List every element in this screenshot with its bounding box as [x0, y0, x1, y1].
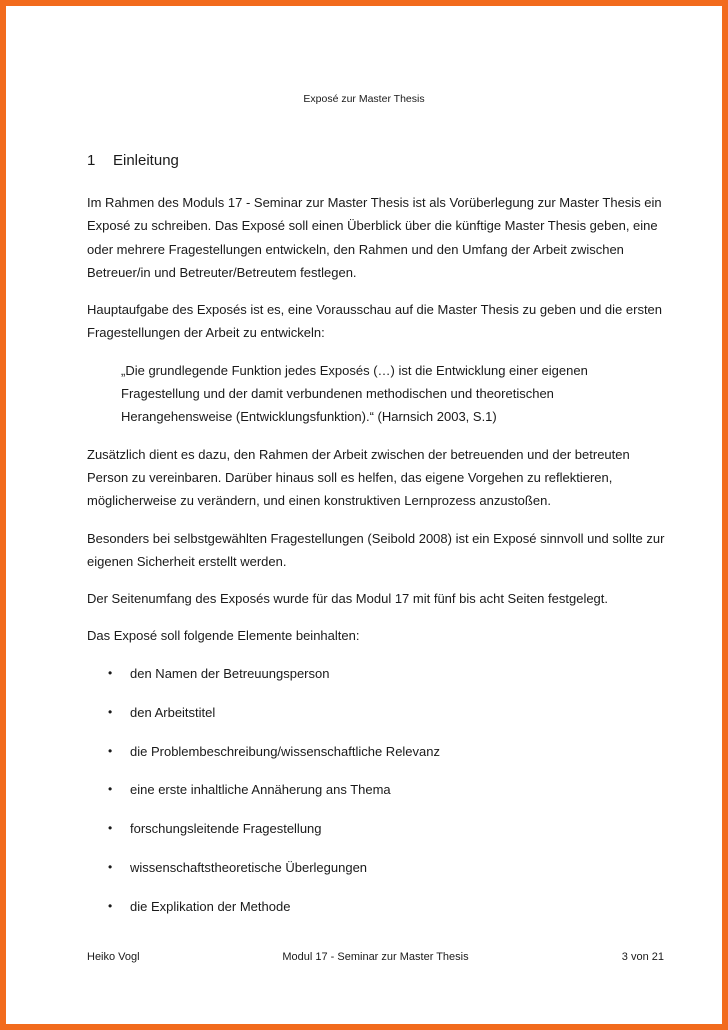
footer-page-number: 3 von 21	[621, 951, 664, 963]
list-item-text: die Problembeschreibung/wissenschaftliche Relevanz	[130, 743, 441, 759]
section-heading	[87, 152, 179, 169]
list-item	[87, 817, 667, 856]
bullet-icon: •	[108, 860, 113, 875]
list-item-text: eine erste inhaltliche Annäherung ans Thema	[130, 782, 391, 798]
list-item	[87, 778, 667, 817]
body-text	[87, 191, 667, 934]
section-title: Einleitung	[113, 152, 179, 169]
bullet-icon: •	[108, 821, 113, 836]
bullet-icon: •	[108, 665, 113, 680]
list-item	[87, 662, 667, 701]
list-item	[87, 701, 667, 740]
paragraph-intro: Im Rahmen des Moduls 17 - Seminar zur Master Thesis ist als Vorüberlegung zur Master Thesis ein Exposé zu schreiben. Das Exposé soll einen Überblick über die künftige Master Thesis geben, eine oder mehrere Fragestellungen entwickeln, den Rahmen und den Umfang der Arbeit zwischen Betreuer/in und Betreuter/Betreutem festlegen.	[87, 195, 662, 280]
footer-course: Modul 17 - Seminar zur Master Thesis	[282, 951, 469, 963]
elements-list	[87, 662, 667, 934]
bullet-icon: •	[108, 782, 113, 797]
list-item-text: forschungsleitende Fragestellung	[130, 821, 322, 837]
bullet-icon: •	[108, 899, 113, 914]
section-number: 1	[87, 152, 96, 169]
bullet-icon: •	[108, 743, 113, 758]
list-item	[87, 895, 667, 934]
list-item-text: den Arbeitstitel	[130, 704, 216, 720]
paragraph-page-count: Der Seitenumfang des Exposés wurde für das Modul 17 mit fünf bis acht Seiten festgelegt.	[87, 591, 609, 607]
list-item	[87, 856, 667, 895]
page-footer	[87, 951, 664, 967]
list-item-text: den Namen der Betreuungsperson	[130, 665, 330, 681]
block-quote: „Die grundlegende Funktion jedes Exposés (…) ist die Entwicklung einer eigenen Fragestellung und der damit verbundenen methodischen und theoretischen Herangehensweise (Entwicklungsfunktion).“ (Harnsich 2003, S.1)	[121, 362, 588, 425]
list-item-text: wissenschaftstheoretische Überlegungen	[130, 860, 368, 876]
paragraph-additional: Zusätzlich dient es dazu, den Rahmen der Arbeit zwischen der betreuenden und der betreuten Person zu vereinbaren. Darüber hinaus soll es helfen, das eigene Vorgehen zu reflektieren, möglicherweise zu verändern, und einen konstruktiven Lernprozess anzustoßen.	[87, 446, 630, 509]
list-item	[87, 740, 667, 779]
list-item-text: die Explikation der Methode	[130, 899, 291, 915]
running-header: Exposé zur Master Thesis	[303, 93, 425, 105]
footer-author: Heiko Vogl	[87, 951, 140, 963]
bullet-icon: •	[108, 704, 113, 719]
paragraph-self-chosen: Besonders bei selbstgewählten Fragestellungen (Seibold 2008) ist ein Exposé sinnvoll und sollte zur eigenen Sicherheit erstellt werden.	[87, 530, 665, 569]
paragraph-main-task: Hauptaufgabe des Exposés ist es, eine Vorausschau auf die Master Thesis zu geben und die ersten Fragestellungen der Arbeit zu entwickeln:	[87, 302, 663, 341]
paragraph-elements-intro: Das Exposé soll folgende Elemente beinhalten:	[87, 628, 360, 644]
